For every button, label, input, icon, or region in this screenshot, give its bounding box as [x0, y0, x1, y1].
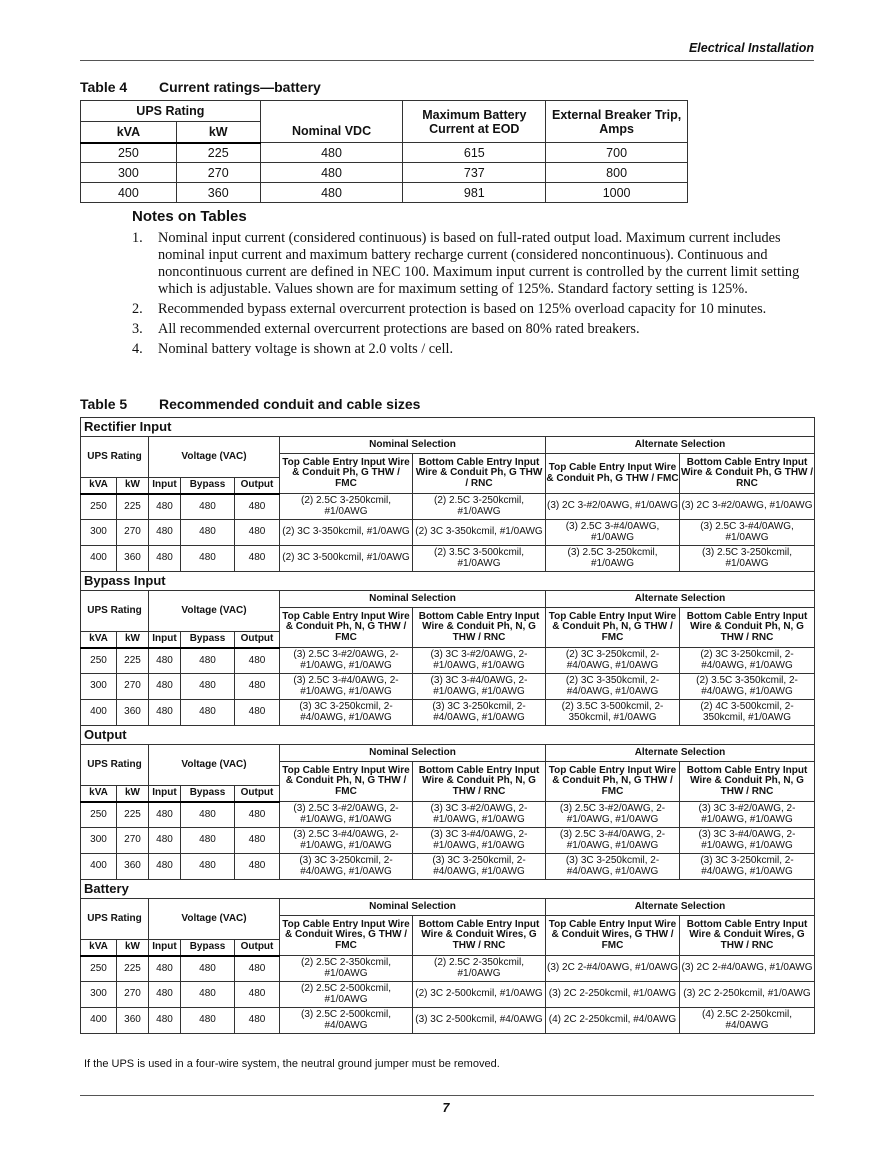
table4 [80, 100, 688, 203]
table5-cell: 480 [149, 674, 181, 700]
table5-cell: 480 [235, 674, 280, 700]
table5-cell: (2) 2.5C 3-250kcmil, #1/0AWG [280, 494, 413, 520]
table5-cell: 360 [117, 700, 149, 726]
cable-entry-header: Bottom Cable Entry Input Wire & Conduit Ph, N, G THW / RNC [680, 608, 815, 648]
table5-row [81, 828, 815, 854]
table5-cell: 360 [117, 546, 149, 572]
output-header: Output [235, 478, 280, 494]
header-row [81, 437, 815, 454]
header-row [81, 745, 815, 762]
table5-cell: (2) 3.5C 3-500kcmil, 2-350kcmil, #1/0AWG [546, 700, 680, 726]
table5-cell: 225 [117, 956, 149, 982]
table5-cell: 480 [181, 982, 235, 1008]
table5-cell: (3) 2.5C 3-#2/0AWG, 2-#1/0AWG, #1/0AWG [280, 802, 413, 828]
note-text: Nominal input current (considered continuous) is based on full-rated output load. Maximum current includes nominal input current and maximum battery recharge current (considered noncontinuous). Continuous and noncontinuous current are defined in NEC 100. Maximum input current is controlled by the current limit setting which is adjustable. Values shown are for maximum setting of 125%. Standard factory setting is 125%. [158, 230, 800, 297]
kw-header: kW [117, 940, 149, 956]
nominal-selection-header: Nominal Selection [280, 591, 546, 608]
section-title: Output [81, 726, 815, 745]
table4-caption [80, 79, 321, 95]
table5-number: Table 5 [80, 396, 128, 412]
nominal-selection-header: Nominal Selection [280, 437, 546, 454]
table5-cell: 480 [181, 854, 235, 880]
cable-entry-header: Bottom Cable Entry Input Wire & Conduit Wires, G THW / RNC [413, 916, 546, 956]
table5-cell: 480 [181, 546, 235, 572]
table5-row [81, 854, 815, 880]
table4-cell: 800 [546, 163, 688, 183]
note-item [132, 321, 814, 338]
kva-header: kVA [81, 478, 117, 494]
footer-rule [80, 1095, 814, 1096]
ups-rating-header: UPS Rating [81, 899, 149, 940]
table5 [80, 417, 815, 1034]
table5-cell: 250 [81, 802, 117, 828]
table4-cell: 400 [81, 183, 177, 203]
table5-cell: 480 [181, 674, 235, 700]
voltage-header: Voltage (VAC) [149, 899, 280, 940]
cable-entry-header: Bottom Cable Entry Input Wire & Conduit Wires, G THW / RNC [680, 916, 815, 956]
table5-cell: (3) 2C 3-#2/0AWG, #1/0AWG [680, 494, 815, 520]
table5-cell: (2) 3.5C 3-350kcmil, 2-#4/0AWG, #1/0AWG [680, 674, 815, 700]
table4-cell: 981 [403, 183, 546, 203]
table4-row [81, 183, 688, 203]
table4-max-current-header: Maximum Battery Current at EOD [403, 101, 546, 143]
note-number: 4. [132, 341, 143, 357]
table5-cell: 480 [235, 982, 280, 1008]
output-header: Output [235, 940, 280, 956]
table5-row [81, 674, 815, 700]
kva-header: kVA [81, 786, 117, 802]
table5-cell: 225 [117, 802, 149, 828]
table4-number: Table 4 [80, 79, 128, 95]
note-text: Recommended bypass external overcurrent protection is based on 125% overload capacity for 10 minutes. [158, 301, 767, 317]
section-title: Electrical Installation [688, 41, 814, 55]
table5-cell: (3) 3C 3-#4/0AWG, 2-#1/0AWG, #1/0AWG [413, 828, 546, 854]
table5-cell: (3) 3C 2-500kcmil, #4/0AWG [413, 1008, 546, 1034]
table5-cell: 225 [117, 648, 149, 674]
table5-cell: 400 [81, 700, 117, 726]
table4-cell: 615 [403, 143, 546, 163]
nominal-selection-header: Nominal Selection [280, 745, 546, 762]
table4-cell: 225 [176, 143, 260, 163]
table5-cell: 270 [117, 520, 149, 546]
table5-cell: 480 [149, 802, 181, 828]
table5-cell: 270 [117, 982, 149, 1008]
table5-cell: 480 [181, 648, 235, 674]
table5-cell: (3) 3C 3-#4/0AWG, 2-#1/0AWG, #1/0AWG [413, 674, 546, 700]
table5-cell: 270 [117, 674, 149, 700]
table5-cell: (2) 3C 3-500kcmil, #1/0AWG [280, 546, 413, 572]
table5-cell: (4) 2C 2-250kcmil, #4/0AWG [546, 1008, 680, 1034]
kw-header: kW [117, 786, 149, 802]
table5-cell: (3) 2.5C 3-#4/0AWG, 2-#1/0AWG, #1/0AWG [546, 828, 680, 854]
table5-cell: (2) 2.5C 2-350kcmil, #1/0AWG [413, 956, 546, 982]
cable-entry-header: Top Cable Entry Input Wire & Conduit Ph, G THW / FMC [280, 454, 413, 494]
table5-cell: (2) 2.5C 2-350kcmil, #1/0AWG [280, 956, 413, 982]
section-title: Bypass Input [81, 572, 815, 591]
table5-cell: (3) 2.5C 3-#4/0AWG, #1/0AWG [680, 520, 815, 546]
table5-cell: 300 [81, 674, 117, 700]
table5-cell: 480 [235, 546, 280, 572]
table5-cell: (3) 2C 2-#4/0AWG, #1/0AWG [680, 956, 815, 982]
table5-cell: (2) 4C 3-500kcmil, 2-350kcmil, #1/0AWG [680, 700, 815, 726]
note-text: Nominal battery voltage is shown at 2.0 volts / cell. [158, 341, 454, 357]
table5-cell: 400 [81, 1008, 117, 1034]
table5-row [81, 982, 815, 1008]
bypass-header: Bypass [181, 786, 235, 802]
table5-cell: (3) 2C 3-#2/0AWG, #1/0AWG [546, 494, 680, 520]
note-number: 3. [132, 321, 143, 337]
table4-cell: 480 [260, 143, 403, 163]
note-number: 1. [132, 230, 143, 246]
table5-cell: 480 [235, 854, 280, 880]
table4-kva-header: kVA [81, 122, 177, 143]
table5-cell: 480 [235, 648, 280, 674]
ups-rating-header: UPS Rating [81, 437, 149, 478]
note-text: All recommended external overcurrent protections are based on 80% rated breakers. [158, 321, 640, 337]
table4-cell: 480 [260, 163, 403, 183]
table5-cell: 480 [235, 1008, 280, 1034]
cable-entry-header: Top Cable Entry Input Wire & Conduit Ph, N, G THW / FMC [280, 762, 413, 802]
table4-cell: 737 [403, 163, 546, 183]
cable-entry-header: Bottom Cable Entry Input Wire & Conduit Ph, N, G THW / RNC [413, 608, 546, 648]
table5-cell: (3) 3C 3-250kcmil, 2-#4/0AWG, #1/0AWG [680, 854, 815, 880]
table5-cell: 480 [235, 802, 280, 828]
table5-title: Recommended conduit and cable sizes [159, 396, 421, 412]
table5-caption [80, 396, 420, 412]
alternate-selection-header: Alternate Selection [546, 591, 815, 608]
notes-list [132, 230, 814, 361]
page-header [80, 40, 814, 61]
section-title-row [81, 726, 815, 745]
alternate-selection-header: Alternate Selection [546, 745, 815, 762]
table5-cell: (4) 2.5C 2-250kcmil, #4/0AWG [680, 1008, 815, 1034]
table5-footnote: If the UPS is used in a four-wire system, the neutral ground jumper must be removed. [84, 1058, 500, 1070]
bypass-header: Bypass [181, 478, 235, 494]
table4-cell: 270 [176, 163, 260, 183]
cable-entry-header: Top Cable Entry Input Wire & Conduit Ph, N, G THW / FMC [280, 608, 413, 648]
table5-cell: (3) 3C 3-#2/0AWG, 2-#1/0AWG, #1/0AWG [680, 802, 815, 828]
table5-cell: 250 [81, 494, 117, 520]
table5-cell: (3) 2.5C 3-#4/0AWG, #1/0AWG [546, 520, 680, 546]
table5-cell: 480 [149, 1008, 181, 1034]
table5-cell: (3) 3C 3-#4/0AWG, 2-#1/0AWG, #1/0AWG [680, 828, 815, 854]
table5-cell: 300 [81, 982, 117, 1008]
table5-cell: (2) 2.5C 3-250kcmil, #1/0AWG [413, 494, 546, 520]
table4-breaker-header: External Breaker Trip, Amps [546, 101, 688, 143]
table5-cell: 480 [181, 1008, 235, 1034]
table5-cell: (3) 2C 2-250kcmil, #1/0AWG [680, 982, 815, 1008]
section-title: Battery [81, 880, 815, 899]
table5-cell: 480 [235, 828, 280, 854]
table5-cell: 480 [181, 520, 235, 546]
section-title-row [81, 572, 815, 591]
alternate-selection-header: Alternate Selection [546, 899, 815, 916]
table5-cell: (2) 3C 3-250kcmil, 2-#4/0AWG, #1/0AWG [546, 648, 680, 674]
table5-cell: (3) 2.5C 3-#2/0AWG, 2-#1/0AWG, #1/0AWG [280, 648, 413, 674]
table5-cell: (3) 2.5C 3-#4/0AWG, 2-#1/0AWG, #1/0AWG [280, 674, 413, 700]
table4-ups-rating-header: UPS Rating [81, 101, 261, 122]
kva-header: kVA [81, 940, 117, 956]
table4-cell: 700 [546, 143, 688, 163]
table5-cell: 250 [81, 956, 117, 982]
table5-cell: 480 [149, 648, 181, 674]
table5-cell: 480 [149, 854, 181, 880]
cable-entry-header: Top Cable Entry Input Wire & Conduit Wires, G THW / FMC [546, 916, 680, 956]
output-header: Output [235, 632, 280, 648]
cable-entry-header: Top Cable Entry Input Wire & Conduit Ph, G THW / FMC [546, 454, 680, 494]
table5-row [81, 802, 815, 828]
table4-cell: 300 [81, 163, 177, 183]
table5-cell: (3) 3C 3-250kcmil, 2-#4/0AWG, #1/0AWG [280, 700, 413, 726]
note-item [132, 301, 814, 318]
table5-cell: 480 [181, 956, 235, 982]
table4-nominal-vdc-header: Nominal VDC [260, 101, 403, 143]
table4-cell: 480 [260, 183, 403, 203]
table5-cell: 480 [149, 700, 181, 726]
table5-cell: (3) 2.5C 3-250kcmil, #1/0AWG [546, 546, 680, 572]
ups-rating-header: UPS Rating [81, 745, 149, 786]
section-title: Rectifier Input [81, 418, 815, 437]
table5-cell: 360 [117, 854, 149, 880]
table5-cell: (2) 3C 3-350kcmil, 2-#4/0AWG, #1/0AWG [546, 674, 680, 700]
nominal-selection-header: Nominal Selection [280, 899, 546, 916]
voltage-header: Voltage (VAC) [149, 591, 280, 632]
cable-entry-header: Top Cable Entry Input Wire & Conduit Ph, N, G THW / FMC [546, 762, 680, 802]
table5-cell: 480 [181, 828, 235, 854]
table5-cell: (3) 2.5C 2-500kcmil, #4/0AWG [280, 1008, 413, 1034]
table5-cell: (3) 3C 3-250kcmil, 2-#4/0AWG, #1/0AWG [546, 854, 680, 880]
table5-cell: (3) 3C 3-250kcmil, 2-#4/0AWG, #1/0AWG [280, 854, 413, 880]
table5-row [81, 648, 815, 674]
table5-cell: 480 [181, 700, 235, 726]
table5-row [81, 956, 815, 982]
table5-cell: (3) 3C 3-#2/0AWG, 2-#1/0AWG, #1/0AWG [413, 648, 546, 674]
note-item [132, 341, 814, 358]
output-header: Output [235, 786, 280, 802]
table5-cell: (2) 3C 3-350kcmil, #1/0AWG [413, 520, 546, 546]
table5-row [81, 494, 815, 520]
table4-row [81, 143, 688, 163]
table5-cell: 480 [235, 520, 280, 546]
table5-cell: (2) 3.5C 3-500kcmil, #1/0AWG [413, 546, 546, 572]
input-header: Input [149, 940, 181, 956]
table5-cell: 480 [149, 982, 181, 1008]
table4-row [81, 163, 688, 183]
bypass-header: Bypass [181, 940, 235, 956]
alternate-selection-header: Alternate Selection [546, 437, 815, 454]
voltage-header: Voltage (VAC) [149, 745, 280, 786]
cable-entry-header: Bottom Cable Entry Input Wire & Conduit Ph, G THW / RNC [413, 454, 546, 494]
table5-cell: (3) 3C 3-250kcmil, 2-#4/0AWG, #1/0AWG [413, 854, 546, 880]
note-number: 2. [132, 301, 143, 317]
page-number: 7 [442, 1101, 450, 1115]
table4-cell: 250 [81, 143, 177, 163]
table5-cell: 480 [235, 700, 280, 726]
note-item [132, 230, 814, 298]
cable-entry-header: Bottom Cable Entry Input Wire & Conduit Ph, N, G THW / RNC [680, 762, 815, 802]
table5-cell: 480 [235, 956, 280, 982]
table4-cell: 1000 [546, 183, 688, 203]
table5-cell: 400 [81, 854, 117, 880]
table5-cell: (3) 3C 3-#2/0AWG, 2-#1/0AWG, #1/0AWG [413, 802, 546, 828]
table5-cell: 480 [149, 546, 181, 572]
table5-cell: (2) 3C 3-350kcmil, #1/0AWG [280, 520, 413, 546]
table5-cell: 300 [81, 520, 117, 546]
cable-entry-header: Top Cable Entry Input Wire & Conduit Ph, N, G THW / FMC [546, 608, 680, 648]
notes-heading: Notes on Tables [132, 208, 247, 225]
table5-cell: (3) 2.5C 3-250kcmil, #1/0AWG [680, 546, 815, 572]
table5-cell: 480 [149, 956, 181, 982]
table5-row [81, 700, 815, 726]
table5-cell: 400 [81, 546, 117, 572]
header-row [81, 591, 815, 608]
table5-cell: 480 [235, 494, 280, 520]
table5-row [81, 520, 815, 546]
kw-header: kW [117, 632, 149, 648]
section-title-row [81, 418, 815, 437]
table5-cell: 480 [181, 802, 235, 828]
cable-entry-header: Bottom Cable Entry Input Wire & Conduit Ph, N, G THW / RNC [413, 762, 546, 802]
input-header: Input [149, 786, 181, 802]
table5-cell: (3) 2C 2-250kcmil, #1/0AWG [546, 982, 680, 1008]
cable-entry-header: Top Cable Entry Input Wire & Conduit Wires, G THW / FMC [280, 916, 413, 956]
kw-header: kW [117, 478, 149, 494]
section-title-row [81, 880, 815, 899]
table5-cell: 480 [149, 494, 181, 520]
ups-rating-header: UPS Rating [81, 591, 149, 632]
cable-entry-header: Bottom Cable Entry Input Wire & Conduit Ph, G THW / RNC [680, 454, 815, 494]
table5-cell: (3) 2C 2-#4/0AWG, #1/0AWG [546, 956, 680, 982]
table5-row [81, 1008, 815, 1034]
table5-cell: (2) 3C 2-500kcmil, #1/0AWG [413, 982, 546, 1008]
table5-cell: 480 [181, 494, 235, 520]
table5-cell: 250 [81, 648, 117, 674]
table5-cell: 300 [81, 828, 117, 854]
table5-row [81, 546, 815, 572]
header-row [81, 899, 815, 916]
input-header: Input [149, 632, 181, 648]
table4-title: Current ratings—battery [159, 79, 321, 95]
table5-cell: 480 [149, 520, 181, 546]
table5-cell: (3) 2.5C 3-#2/0AWG, 2-#1/0AWG, #1/0AWG [546, 802, 680, 828]
table5-cell: 225 [117, 494, 149, 520]
bypass-header: Bypass [181, 632, 235, 648]
table4-cell: 360 [176, 183, 260, 203]
table4-kw-header: kW [176, 122, 260, 143]
table5-cell: 360 [117, 1008, 149, 1034]
table5-cell: (2) 2.5C 2-500kcmil, #1/0AWG [280, 982, 413, 1008]
table5-cell: (3) 3C 3-250kcmil, 2-#4/0AWG, #1/0AWG [413, 700, 546, 726]
table5-cell: (2) 3C 3-250kcmil, 2-#4/0AWG, #1/0AWG [680, 648, 815, 674]
voltage-header: Voltage (VAC) [149, 437, 280, 478]
table5-cell: (3) 2.5C 3-#4/0AWG, 2-#1/0AWG, #1/0AWG [280, 828, 413, 854]
input-header: Input [149, 478, 181, 494]
table5-cell: 270 [117, 828, 149, 854]
table5-cell: 480 [149, 828, 181, 854]
kva-header: kVA [81, 632, 117, 648]
